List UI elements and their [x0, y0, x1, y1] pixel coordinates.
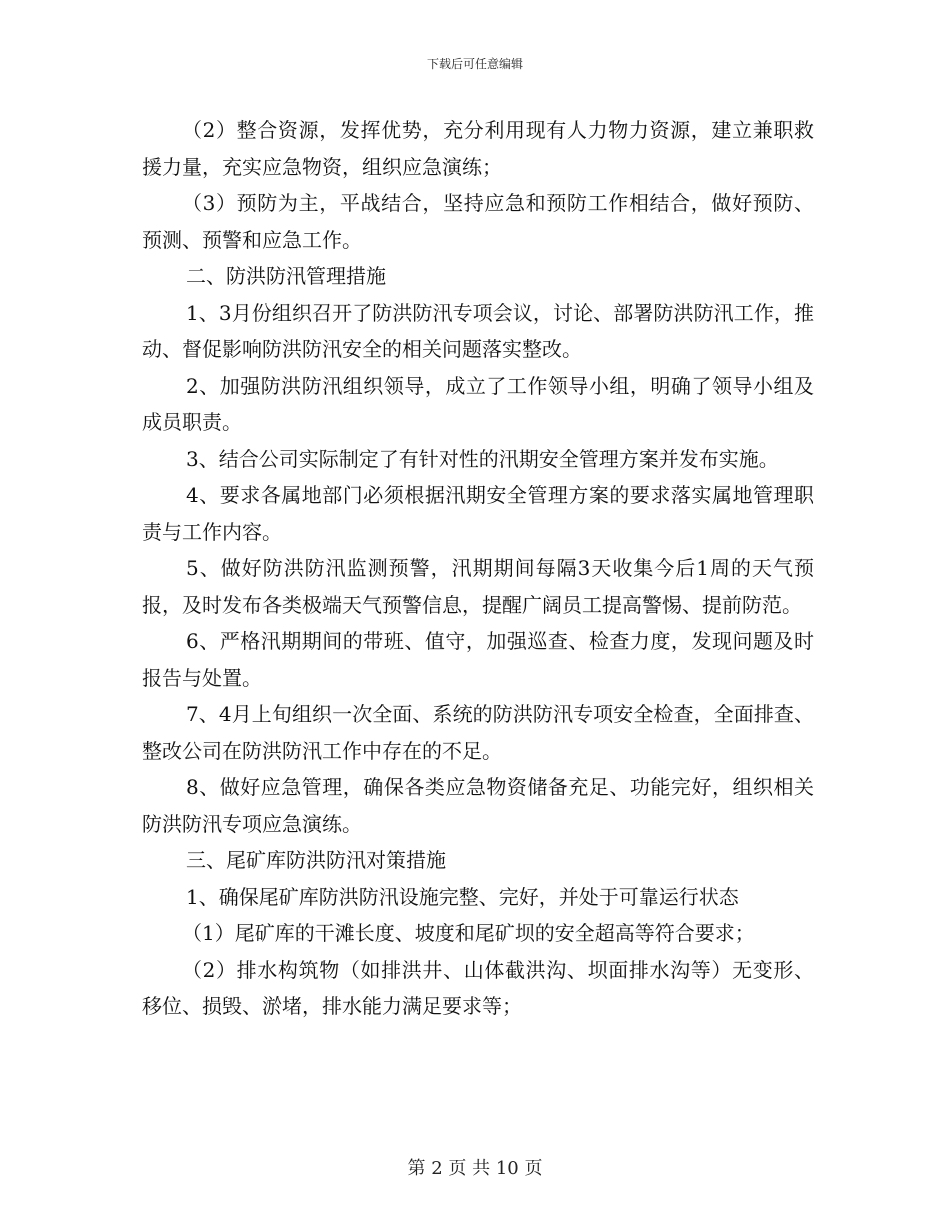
section-heading-2: 二、防洪防汛管理措施 — [186, 264, 386, 288]
paragraph-item-4: 4、要求各属地部门必须根据汛期安全管理方案的要求落实属地管理职责与工作内容。 — [142, 483, 814, 544]
paragraph-tailings-sub-1: （1）尾矿库的干滩长度、坡度和尾矿坝的安全超高等符合要求； — [182, 921, 755, 945]
paragraph-item-5: 5、做好防洪防汛监测预警，汛期期间每隔3天收集今后1周的天气预报，及时发布各类极端天气预警信息，提醒广阔员工提高警惕、提前防范。 — [142, 556, 814, 617]
paragraph-item-2: 2、加强防洪防汛组织领导，成立了工作领导小组，明确了领导小组及成员职责。 — [142, 373, 814, 434]
paragraph-item-3: 3、结合公司实际制定了有针对性的汛期安全管理方案并发布实施。 — [186, 446, 779, 471]
page-header: 下载后可任意编辑 — [426, 57, 523, 71]
page-footer: 第 2 页 共 10 页 — [407, 1158, 543, 1179]
paragraph-tailings-sub-2: （2）排水构筑物（如排洪井、山体截洪沟、坝面排水沟等）无变形、移位、损毁、淤堵，排水能力满足要求等； — [142, 957, 814, 1018]
paragraph-item-1: 1、3月份组织召开了防洪防汛专项会议，讨论、部署防洪防汛工作，推动、督促影响防洪防汛安全的相关问题落实整改。 — [142, 300, 814, 361]
paragraph-item-8: 8、做好应急管理，确保各类应急物资储备充足、功能完好，组织相关防洪防汛专项应急演练。 — [142, 775, 814, 836]
document-body — [142, 112, 814, 1025]
paragraph-measure-3: （3）预防为主，平战结合，坚持应急和预防工作相结合，做好预防、预测、预警和应急工作。 — [142, 191, 814, 252]
paragraph-tailings-1: 1、确保尾矿库防洪防汛设施完整、完好，并处于可靠运行状态 — [186, 884, 739, 909]
paragraph-item-7: 7、4月上旬组织一次全面、系统的防洪防汛专项安全检查，全面排查、整改公司在防洪防汛工作中存在的不足。 — [142, 702, 814, 763]
section-heading-3: 三、尾矿库防洪防汛对策措施 — [186, 848, 446, 872]
paragraph-item-6: 6、严格汛期期间的带班、值守，加强巡查、检查力度，发现问题及时报告与处置。 — [142, 629, 814, 690]
paragraph-measure-2: （2）整合资源，发挥优势，充分利用现有人力物力资源，建立兼职救援力量，充实应急物资，组织应急演练； — [142, 118, 814, 179]
